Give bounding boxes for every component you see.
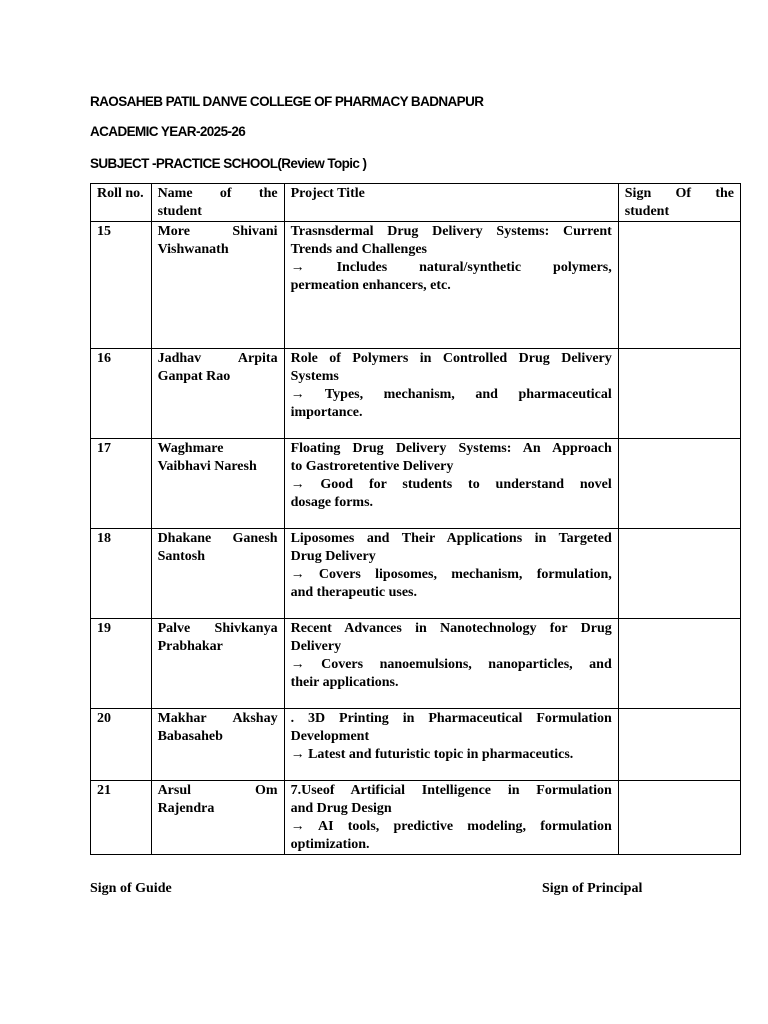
roll-number-cell: 18 [91,529,152,619]
roll-number-cell: 16 [91,349,152,439]
student-name-cell: Palve Shivkanya Prabhakar [151,619,284,709]
roll-number-cell: 21 [91,781,152,855]
student-name-cell: More Shivani Vishwanath [151,222,284,349]
student-name-cell: Arsul Om Rajendra [151,781,284,855]
roll-number-cell: 20 [91,709,152,781]
project-allocation-table [90,183,741,855]
student-name-cell: Dhakane Ganesh Santosh [151,529,284,619]
student-sign-cell [618,349,740,439]
table-row [91,709,741,781]
subject-title: SUBJECT -PRACTICE SCHOOL(Review Topic ) [90,156,367,171]
student-sign-cell [618,709,740,781]
table-row [91,619,741,709]
student-sign-cell [618,222,740,349]
project-title-cell: 7.Useof Artificial Intelligence in Formulation and Drug Design → AI tools, predictive modeling, formulation optimization. [284,781,618,855]
student-sign-cell [618,781,740,855]
header-project-title: Project Title [284,184,618,222]
project-title-cell: . 3D Printing in Pharmaceutical Formulation Development → Latest and futuristic topic in pharmaceutics. [284,709,618,781]
table-row [91,222,741,349]
header-roll-no: Roll no. [91,184,152,222]
table-header-row [91,184,741,222]
roll-number-cell: 19 [91,619,152,709]
college-name: RAOSAHEB PATIL DANVE COLLEGE OF PHARMACY BADNAPUR [90,94,484,109]
table-row [91,781,741,855]
roll-number-cell: 15 [91,222,152,349]
table-row [91,349,741,439]
guide-signature-label: Sign of Guide [90,881,172,896]
project-title-cell: Trasnsdermal Drug Delivery Systems: Current Trends and Challenges → Includes natural/synthetic polymers, permeation enhancers, etc. [284,222,618,349]
student-sign-cell [618,439,740,529]
table-row [91,439,741,529]
header-student-sign: Sign Of the student [618,184,740,222]
student-sign-cell [618,529,740,619]
student-name-cell: Waghmare Vaibhavi Naresh [151,439,284,529]
project-title-cell: Liposomes and Their Applications in Targeted Drug Delivery → Covers liposomes, mechanism, formulation, and therapeutic uses. [284,529,618,619]
student-name-cell: Makhar Akshay Babasaheb [151,709,284,781]
header-student-name: Name of the student [151,184,284,222]
project-title-cell: Role of Polymers in Controlled Drug Delivery Systems → Types, mechanism, and pharmaceutical importance. [284,349,618,439]
roll-number-cell: 17 [91,439,152,529]
student-sign-cell [618,619,740,709]
project-title-cell: Recent Advances in Nanotechnology for Drug Delivery → Covers nanoemulsions, nanoparticles, and their applications. [284,619,618,709]
student-name-cell: Jadhav Arpita Ganpat Rao [151,349,284,439]
table-row [91,529,741,619]
principal-signature-label: Sign of Principal [542,881,643,896]
project-title-cell: Floating Drug Delivery Systems: An Approach to Gastroretentive Delivery → Good for students to understand novel dosage forms. [284,439,618,529]
academic-year: ACADEMIC YEAR-2025-26 [90,124,246,139]
